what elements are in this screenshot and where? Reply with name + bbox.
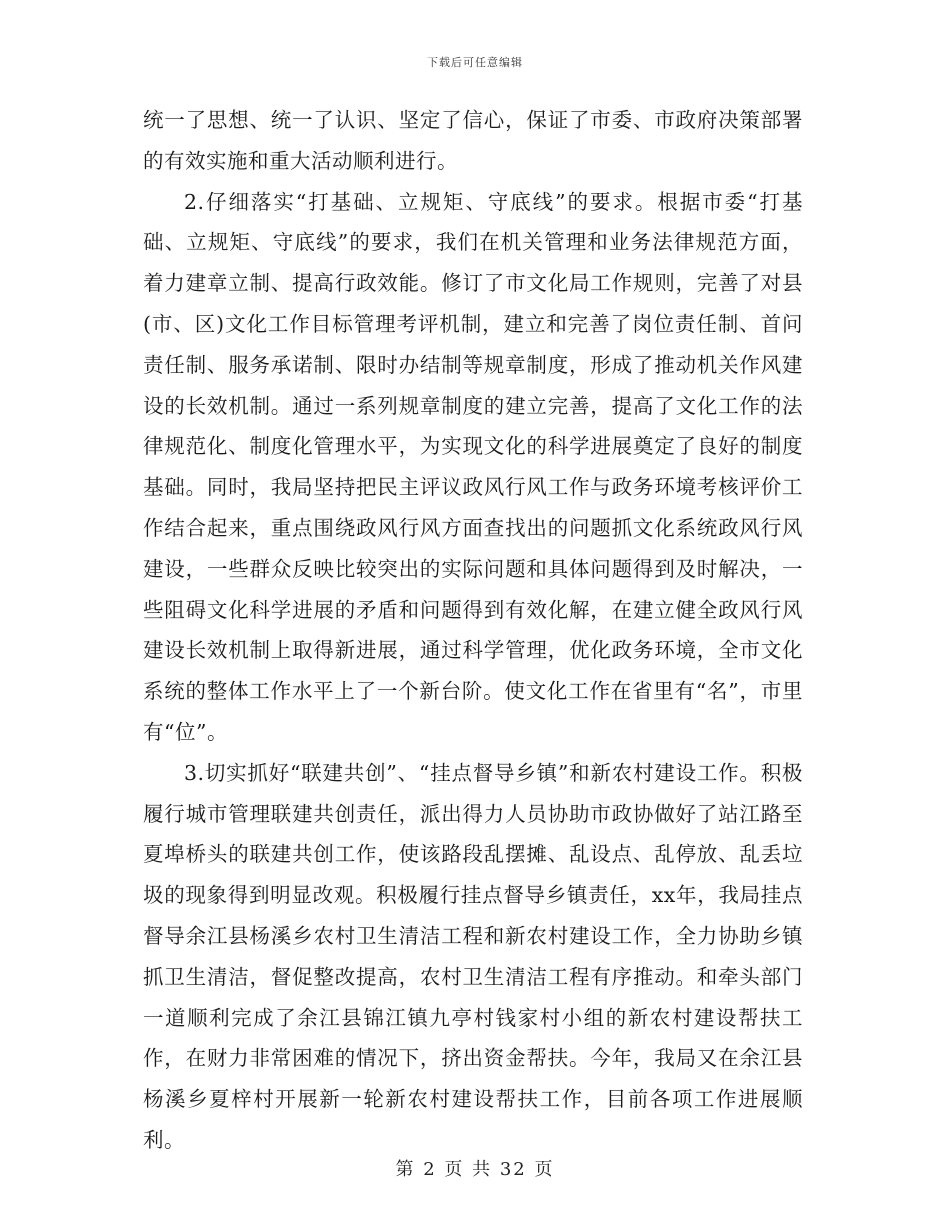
paragraph-continuation: 统一了思想、统一了认识、坚定了信心，保证了市委、市政府决策部署的有效实施和重大活动顺利进行。 — [143, 108, 803, 173]
paragraph-item-3: 3.切实抓好“联建共创”、“挂点督导乡镇”和新农村建设工作。积极履行城市管理联建共创责任，派出得力人员协助市政协做好了站江路至夏埠桥头的联建共创工作，使该路段乱摆摊、乱设点、乱停放、乱丢垃圾的现象得到明显改观。积极履行挂点督导乡镇责任，xx年，我局挂点督导余江县杨溪乡农村卫生清洁工程和新农村建设工作，全力协助乡镇抓卫生清洁，督促整改提高，农村卫生清洁工程有序推动。和牵头部门一道顺利完成了余江县锦江镇九亭村钱家村小组的新农村建设帮扶工作，在财力非常困难的情况下，挤出资金帮扶。今年，我局又在余江县杨溪乡夏梓村开展新一轮新农村建设帮扶工作，目前各项工作进展顺利。 — [143, 760, 803, 1152]
page-header-note: 下载后可任意编辑 — [427, 56, 523, 69]
document-body — [143, 100, 803, 1161]
paragraph-item-2: 2.仔细落实“打基础、立规矩、守底线”的要求。根据市委“打基础、立规矩、守底线”的要求，我们在机关管理和业务法律规范方面，着力建章立制、提高行政效能。修订了市文化局工作规则，完善了对县(市、区)文化工作目标管理考评机制，建立和完善了岗位责任制、首问责任制、服务承诺制、限时办结制等规章制度，形成了推动机关作风建设的长效机制。通过一系列规章制度的建立完善，提高了文化工作的法律规范化、制度化管理水平，为实现文化的科学进展奠定了良好的制度基础。同时，我局坚持把民主评议政风行风工作与政务环境考核评价工作结合起来，重点围绕政风行风方面查找出的问题抓文化系统政风行风建设，一些群众反映比较突出的实际问题和具体问题得到及时解决，一些阻碍文化科学进展的矛盾和问题得到有效化解，在建立健全政风行风建设长效机制上取得新进展，通过科学管理，优化政务环境，全市文化系统的整体工作水平上了一个新台阶。使文化工作在省里有“名”，市里有“位”。 — [143, 189, 803, 744]
page-number: 第 2 页 共 32 页 — [395, 1159, 555, 1180]
